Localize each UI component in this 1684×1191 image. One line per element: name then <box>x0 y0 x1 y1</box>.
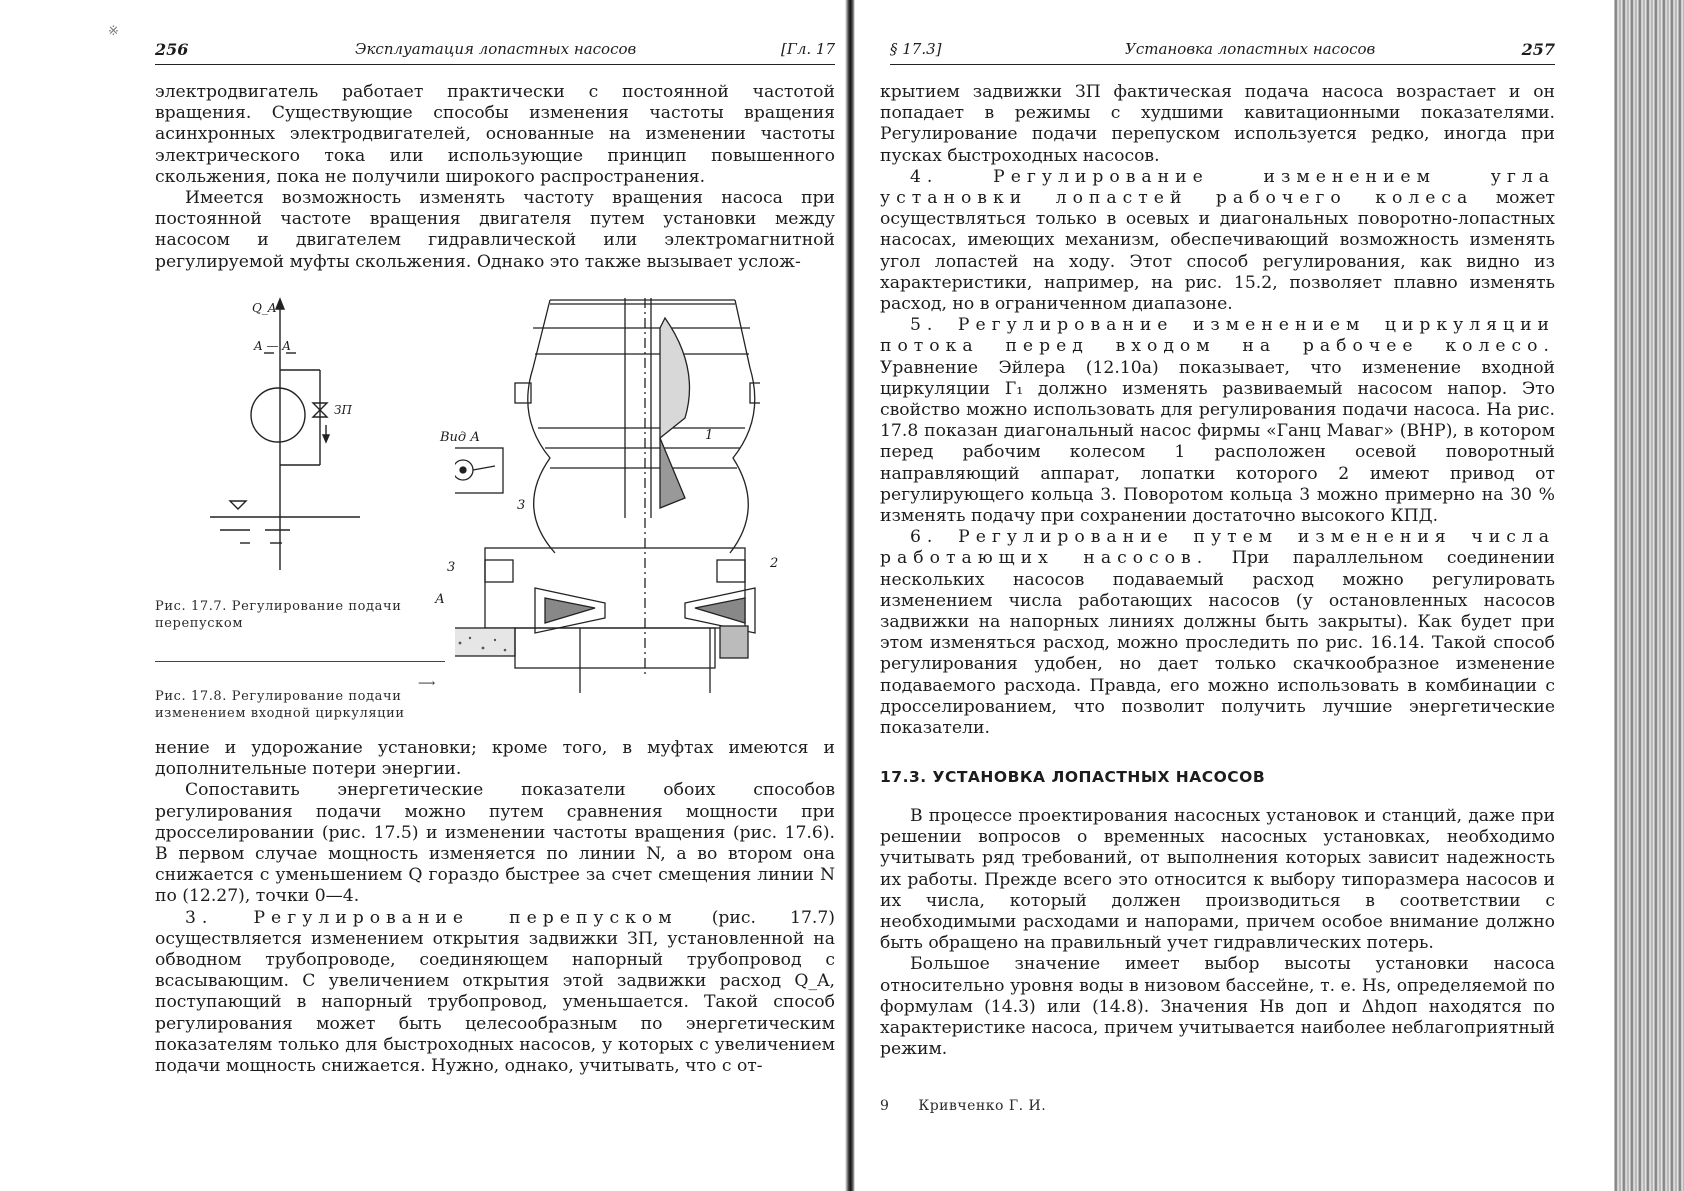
paragraph: Имеется возможность изменять частоту вращения насоса при постоянной частоте вращения двигателя путем установки между насосом и двигателем гидравлической или электромагнитной регулируемой муфты скольжения. Однако это также вызывает услож- <box>155 188 835 272</box>
section-label: A — A <box>254 339 291 353</box>
left-bottom-text <box>155 738 835 1077</box>
callout-2: 2 <box>770 556 779 571</box>
right-text <box>880 82 1555 739</box>
figure-17-7 <box>210 295 440 585</box>
item-3-text: (рис. 17.7) осуществляется изменением открытия задвижки ЗП, установленной на обводном трубопроводе, соединяющем напорный трубопровод с всасывающим. С увеличением открытия этой задвижки расход Q_A, поступающий в напорный трубопровод, уменьшается. Такой способ регулирования может быть целесообразным по энергетическим показателям только для быстроходных насосов, у которых с увеличением подачи мощность снижается. Нужно, однако, учитывать, что с от- <box>155 907 835 1077</box>
paragraph: В процессе проектирования насосных установок и станций, даже при решении вопросов о временных насосных установках, необходимо учитывать ряд требований, от выполнения которых зависит надежность их работы. Прежде всего это относится к выбору типоразмера насосов и их числа, который должен производиться в соответствии с необходимыми расходами и напорами, причем особое внимание должно быть обращено на правильный учет гидравлических потерь. <box>880 806 1555 954</box>
item-4-text: может осуществляться только в осевых и диагональных поворотно-лопастных насосах, имеющих механизм, обеспечивающий возможность изменять угол лопастей на ходу. Этот способ регулирования, как видно из характеристики, например, на рис. 15.2, позволяет плавно изменять расход, но в ограниченном диапазоне. <box>880 188 1556 315</box>
right-running-head <box>890 38 1555 65</box>
callout-3-lower: 3 <box>447 560 456 575</box>
section-heading: 17.3. УСТАНОВКА ЛОПАСТНЫХ НАСОСОВ <box>880 768 1266 786</box>
figure-17-8 <box>435 298 779 698</box>
item-3-paragraph <box>155 908 835 1078</box>
figure-17-7-caption: Рис. 17.7. Регулирование подачи перепуском <box>155 599 402 631</box>
paragraph: Большое значение имеет выбор высоты установки насоса относительно уровня воды в низовом бассейне, т. е. Hs, определяемой по формулам (14.3) или (14.8). Значения Hв доп и Δhдоп находятся по характеристике насоса, причем учитывается наиболее неблагоприятный режим. <box>880 954 1555 1060</box>
paragraph: крытием задвижки ЗП фактическая подача насоса возрастает и он попадает в режимы с худшими кавитационными показателями. Регулирование подачи перепуском используется редко, иногда при пусках быстроходных насосов. <box>880 82 1555 166</box>
scan-mark: ※ <box>108 24 119 39</box>
figure-17-8-caption: Рис. 17.8. Регулирование подачи изменением входной циркуляции <box>155 689 405 721</box>
signature-line <box>880 1098 1046 1114</box>
item-4-lead: 4. Регулирование изменением угла установки лопастей рабочего колеса <box>880 166 1555 209</box>
view-a-label: Вид А <box>440 430 481 445</box>
callout-1: 1 <box>705 428 714 443</box>
paragraph: нение и удорожание установки; кроме того, в муфтах имеются и дополнительные потери энергии. <box>155 738 835 780</box>
arrow-over-gamma: ⟶ <box>418 676 436 690</box>
item-5-text: Уравнение Эйлера (12.10а) показывает, что изменение входной циркуляции Г₁ должно изменять развиваемый насосом напор. Это свойство можно использовать для регулирования подачи насоса. На рис. 17.8 показан диагональный насос фирмы «Ганц Маваг» (ВНР), в котором перед рабочим колесом 1 расположен осевой поворотный направляющий аппарат, лопатки которого 2 имеют привод от регулирующего кольца 3. Поворотом кольца 3 можно примерно на 30 % изменять подачу при сохранении достаточно высокого КПД. <box>880 357 1555 527</box>
left-page-number: 256 <box>155 40 189 59</box>
arrow-a-label: А <box>435 592 445 607</box>
left-top-text <box>155 82 835 273</box>
item-6-lead: 6. Регулирование путем изменения числа работающих насосов. <box>880 527 1555 569</box>
valve-label: ЗП <box>334 403 352 417</box>
paragraph: Сопоставить энергетические показатели обоих способов регулирования подачи можно путем сравнения мощности при дросселировании (рис. 17.5) и изменении частоты вращения (рис. 17.6). В первом случае мощность изменяется по линии N, а во втором она снижается с уменьшением Q гораздо быстрее за счет смещения линии N по (12.27), точки 0—4. <box>155 780 835 907</box>
section-text <box>880 806 1555 1060</box>
callout-3-upper: 3 <box>517 498 526 513</box>
item-6-paragraph <box>880 527 1555 739</box>
left-header-chapter: [Гл. 17 <box>781 40 835 58</box>
author-name: Кривченко Г. И. <box>918 1098 1047 1114</box>
book-page-edge <box>1614 0 1684 1191</box>
right-page <box>860 0 1684 1191</box>
right-header-title: Установка лопастных насосов <box>1125 40 1376 58</box>
sheet-number: 9 <box>880 1098 890 1114</box>
bypass-scheme-drawing <box>210 295 440 585</box>
paragraph: электродвигатель работает практически с постоянной частотой вращения. Существующие способы изменения частоты вращения асинхронных электродвигателей, основанные на изменении частоты электрического тока или использующие принцип повышенного скольжения, пока не получили широкого распространения. <box>155 82 835 187</box>
item-5-paragraph <box>880 315 1555 527</box>
right-page-number: 257 <box>1521 40 1555 59</box>
left-running-head <box>155 38 835 65</box>
flow-label: Q_A <box>252 301 277 315</box>
right-header-section: § 17.3] <box>890 40 942 58</box>
item-3-lead: 3. Регулирование перепуском <box>185 907 678 928</box>
item-5-lead: 5. Регулирование изменением циркуляции потока перед входом на рабочее колесо. <box>880 315 1555 357</box>
caption-divider <box>155 661 445 662</box>
diagonal-pump-drawing <box>455 298 760 698</box>
item-6-text: При параллельном соединении нескольких насосов подаваемый расход можно регулировать изменением числа работающих насосов (у остановленных насосов задвижки на напорных линиях должны быть закрыты). Как будет при этом изменяться расход, можно проследить по рис. 16.14. Такой способ регулирования удобен, но дает только скачкообразное изменение подаваемого расхода. Правда, его можно использовать в комбинации с дросселированием, что позволит получить лучшие энергетические показатели. <box>880 548 1555 739</box>
item-4-paragraph <box>880 167 1555 315</box>
left-header-title: Эксплуатация лопастных насосов <box>355 40 637 58</box>
book-gutter <box>845 0 855 1191</box>
